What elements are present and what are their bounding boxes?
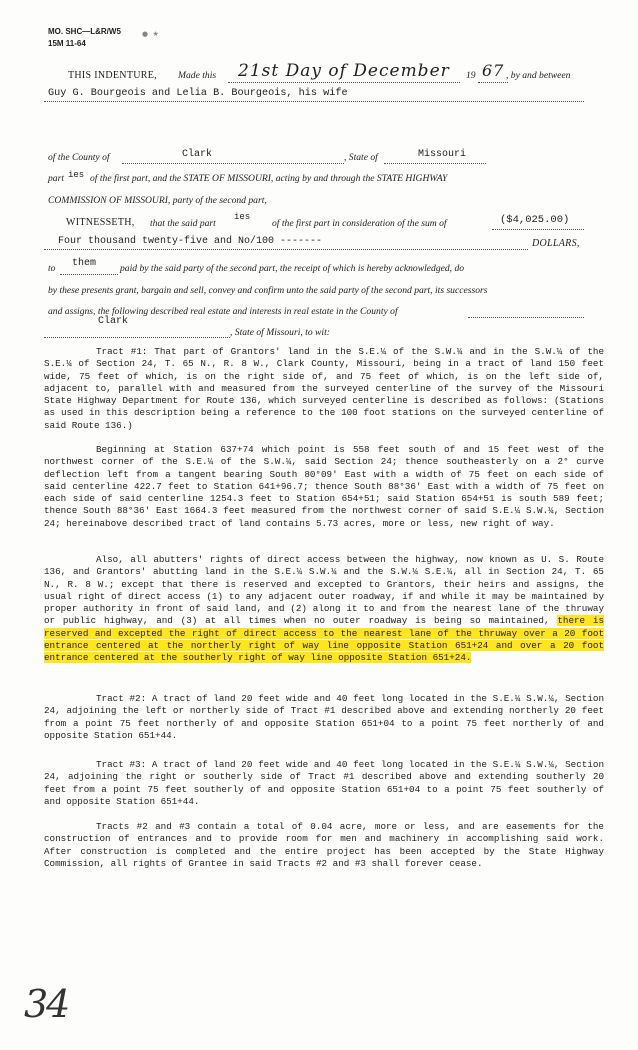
amount-words: Four thousand twenty-five and No/100 ------- bbox=[58, 236, 323, 247]
grantor-names: Guy G. Bourgeois and Lelia B. Bourgeois, his wife bbox=[48, 88, 348, 99]
clark-fill-line bbox=[44, 337, 230, 338]
by-and-between: , by and between bbox=[506, 70, 571, 81]
tract2-text: Tract #2: A tract of land 20 feet wide and 40 feet long located in the S.E.¼ S.W.¼, Section 24, adjoining the left or northerly side of Tract #1 described above and extending northerly 20 feet from a point 75 feet northerly of and opposite Station 651+04 to a point 75 feet northerly of and opposite Station 651+44. bbox=[44, 693, 604, 741]
tracts23-text: Tracts #2 and #3 contain a total of 0.04 acre, more or less, and are easements for the construction of entrances and to provide room for men and machinery in accomplishing said work. After construction is completed and the entire project has been accepted by the State Highway Commission, all rights of Grantee in said Tracts #2 and #3 shall forever cease. bbox=[44, 821, 604, 869]
state-value: Missouri bbox=[418, 149, 467, 160]
to-them: them bbox=[72, 258, 97, 269]
handwritten-date: 21st Day of December bbox=[238, 61, 450, 81]
tracts23-paragraph bbox=[44, 821, 604, 870]
tract1-paragraph bbox=[44, 346, 604, 432]
witnesseth-lead: WITNESSETH, bbox=[66, 217, 135, 228]
commission-line: COMMISSION OF MISSOURI, party of the second part, bbox=[48, 195, 267, 206]
date-fill-line bbox=[228, 82, 460, 83]
grantor-fill-line bbox=[44, 101, 584, 102]
clark-county-value: Clark bbox=[98, 316, 129, 327]
amount-fill-line bbox=[44, 249, 528, 250]
tract2-paragraph bbox=[44, 693, 604, 742]
county-fill-line bbox=[122, 163, 344, 164]
to-fill-line bbox=[60, 274, 118, 275]
state-of: , State of bbox=[344, 152, 378, 163]
year-fill-line bbox=[478, 82, 508, 83]
sum-value: ($4,025.00) bbox=[500, 214, 570, 226]
assigns-line: and assigns, the following described real estate and interests in real estate in the County of bbox=[48, 306, 398, 317]
witnesseth-rest: of the first part in consideration of the sum of bbox=[272, 218, 447, 229]
witnesseth-part-suffix: ies bbox=[234, 212, 251, 222]
access-paragraph bbox=[44, 554, 604, 665]
tract1-text: Tract #1: That part of Grantors' land in the S.E.¼ of the S.W.¼ and in the S.W.¼ of the S.E.¼ of Section 24, T. 65 N., R. 8 W., Clark County, Missouri, being in a tract of land 150 feet wide, 75 feet of which, is on the right side of, and 75 feet of which, is on the left side of, adjacent to, parallel with and measured from the surveyed centerline of the survey of the Missouri State Highway Department for Route 136, which surveyed centerline is described as follows: (Stations as used in this description being a reference to the 100 foot stations on the surveyed centerline of said Route 136.) bbox=[44, 346, 604, 431]
to-rest: paid by the said party of the second part, the receipt of which is hereby acknowledged, do bbox=[120, 263, 465, 274]
witnesseth-middle: that the said part bbox=[150, 218, 216, 229]
part-label: part bbox=[48, 173, 64, 184]
access-highlight: there is reserved and excepted the right of direct access to the nearest lane of the thruway over a 20 foot entrance centered at the northerly right of way line opposite Station 651+24 and over a 20 foot entrance centered at the southerly right of way line opposite Station 651+24. bbox=[44, 615, 604, 664]
clark-line-rest: , State of Missouri, to wit: bbox=[230, 327, 330, 338]
indenture-lead: THIS INDENTURE, bbox=[68, 70, 157, 81]
first-part-text: of the first part, and the STATE OF MISSOURI, acting by and through the STATE HIGHWAY bbox=[90, 173, 448, 184]
access-text bbox=[44, 554, 604, 665]
year-prefix: 19 bbox=[466, 70, 476, 81]
state-fill-line bbox=[384, 163, 486, 164]
access-plain: Also, all abutters' rights of direct access between the highway, now known as U. S. Route 136, and Grantors' abutting land in the S.E.¼ S.W.¼ and the S.W.¼ S.E.¼, all in Section 24, T. 65 N., R. 8 W.; except that there is reserved and excepted to Grantors, their heirs and assigns, the usual right of direct access (1) to any adjacent outer roadway, if and while it may be maintained by proper authority in front of said land, and (2) along it to and from the nearest lane of the thruway or public highway, and (3) at all times when no outer roadway is being so maintained, bbox=[44, 554, 604, 627]
tract3-text: Tract #3: A tract of land 20 feet wide and 40 feet long located in the S.E.¼ S.W.¼, Section 24, adjoining the right or southerly side of Tract #1 described above and extending southerly 20 feet from a point 75 feet southerly of and opposite Station 651+04 to a point 75 feet southerly of and opposite Station 651+44. bbox=[44, 759, 604, 807]
stamp-mark: ● ★ bbox=[142, 30, 159, 38]
tract3-paragraph bbox=[44, 759, 604, 808]
made-this: Made this bbox=[178, 70, 217, 81]
sum-fill-line bbox=[492, 229, 584, 230]
beginning-paragraph bbox=[44, 444, 604, 530]
of-the-county-of: of the County of bbox=[48, 152, 110, 163]
form-edition: 15M 11-64 bbox=[48, 39, 86, 48]
handwritten-year: 67 bbox=[482, 61, 505, 80]
handwritten-page-number: 34 bbox=[24, 982, 69, 1026]
form-code: MO. SHC—L&R/W5 bbox=[48, 27, 121, 36]
to-label: to bbox=[48, 263, 56, 274]
dollars-label: DOLLARS, bbox=[532, 238, 580, 249]
assigns-fill-line bbox=[468, 317, 584, 318]
grant-line: by these presents grant, bargain and sell, convey and confirm unto the said party of the second part, its successors bbox=[48, 285, 488, 296]
beginning-text: Beginning at Station 637+74 which point is 558 feet south of and 15 feet west of the northwest corner of the S.E.¼ of the S.W.¼, said Section 24; thence southeasterly on a 2° curve deflection left from a tangent bearing South 80°09' East with a width of 75 feet on each side of said centerline 422.7 feet to Station 641+96.7; thence South 88°36' East with a width of 75 feet on each side of said centerline 1254.3 feet to Station 654+51; said Station 654+51 is south 589 feet; thence South 88°36' East 1664.3 feet measured from the northwest corner of said S.E.¼ S.W.¼, Section 24; hereinabove described tract of land contains 5.73 acres, more or less, new right of way. bbox=[44, 444, 604, 529]
county-value: Clark bbox=[182, 149, 213, 160]
part-suffix: ies bbox=[68, 170, 85, 180]
